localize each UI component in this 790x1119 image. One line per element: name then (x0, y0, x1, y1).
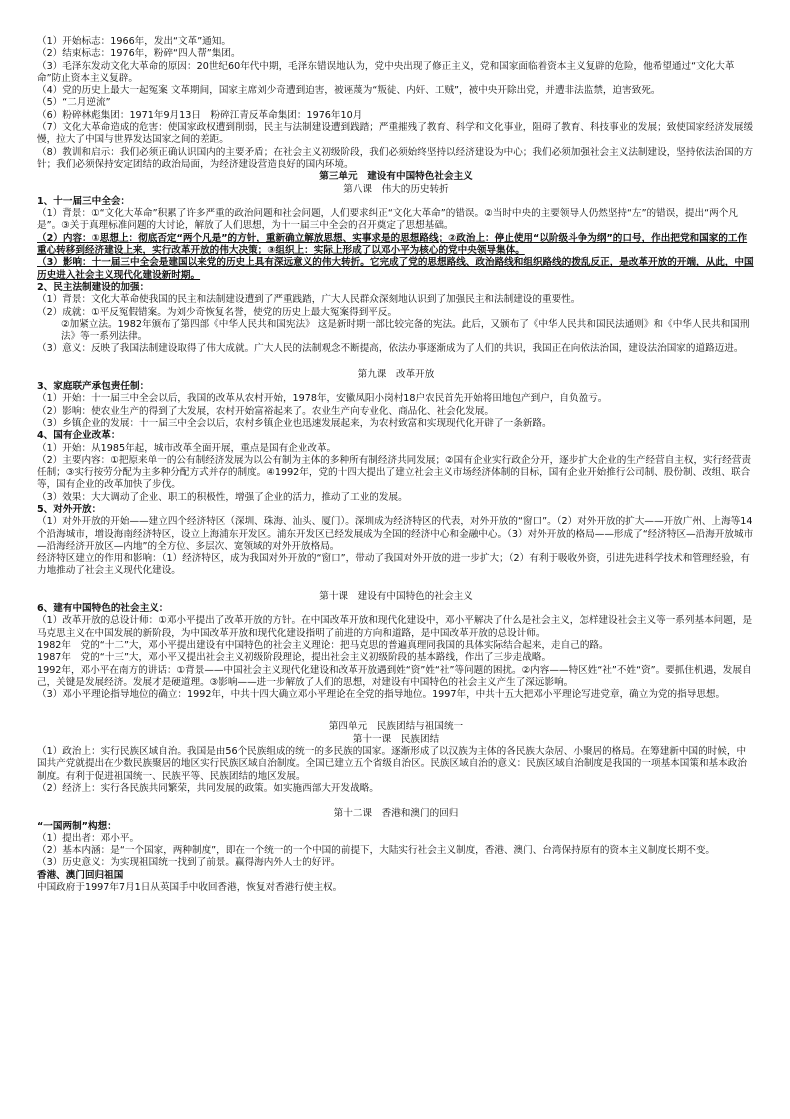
paragraph: （2）内容：①思想上：彻底否定“两个凡是”的方针，重新确立解放思想、实事求是的思想路线；②政治上：停止使用“以阶级斗争为纲”的口号，作出把党和国家的工作重心转移到经济建设上来，实行改革开放的伟大决策；③组织上：实际上形成了以邓小平为核心的党中央领导集体。 (37, 232, 748, 257)
section-heading: 3、家庭联产承包责任制： (37, 381, 150, 393)
paragraph: （1）改革开放的总设计师：①邓小平提出了改革开放的方针。在中国改革开放和现代化建设中，邓小平解决了什么是社会主义，怎样建设社会主义等一系列基本问题，是马克思主义在中国发展的新阶段，为中国改革开放和现代化建设指明了前进的方向和道路，是中国改革开放的总设计师。 (37, 615, 753, 639)
paragraph: （3）历史意义：为实现祖国统一找到了前景。赢得海内外人士的好评。 (37, 857, 341, 869)
text-line: （3）毛泽东发动文化大革命的原因：20世纪60年代中期，毛泽东错误地认为，党中央出现了修正主义，党和国家面临着资本主义复辟的危险，他希望通过“文化大革命”防止资本主义复辟。 (37, 60, 735, 84)
section-heading: “一国两制”构想： (37, 820, 117, 832)
paragraph: （1）开始：从1985年起，城市改革全面开展，重点是国有企业改革。 (37, 442, 337, 454)
paragraph: 1982年 党的“十二”大，邓小平提出建设有中国特色的社会主义理论：把马克思的普遍真理同我国的具体实际结合起来，走自己的路。 (37, 639, 609, 651)
paragraph: （2）经济上：实行各民族共同繁荣，共同发展的政策。如实施西部大开发战略。 (37, 782, 379, 794)
text-line: （4）党的历史上最大一起冤案 文革期间，国家主席刘少奇遭到迫害，被诬蔑为“叛徒、内奸、工贼”，被中央开除出党，并遭非法监禁，迫害致死。 (37, 85, 661, 97)
paragraph: （3）意义：反映了我国法制建设取得了伟大成就。广大人民的法制观念不断提高，依法办事逐渐成为了人们的共识，我国正在向依法治国，建设法治国家的道路迈进。 (37, 343, 744, 355)
paragraph: （1）提出者：邓小平。 (37, 832, 140, 844)
text-line: （2）结束标志：1976年，粉碎“四人帮”集团。 (37, 48, 241, 60)
lesson-title: 第八课 伟大的历史转折 (343, 183, 449, 195)
section-heading: 1、十一届三中全会： (37, 195, 131, 207)
text-line: （8）教训和启示：我们必须正确认识国内的主要矛盾；在社会主义初级阶段，我们必须始终坚持以经济建设为中心；我们必须加强社会主义法制建设，坚持依法治国的方针；我们必须保持安定团结的政治局面，为经济建设营造良好的国内环境。 (37, 146, 754, 170)
lesson-title: 第十课 建设有中国特色的社会主义 (319, 590, 473, 602)
section-heading: 2、民主法制建设的加强： (37, 281, 150, 293)
paragraph: （3）影响：十一届三中全会是建国以来党的历史上具有深远意义的伟大转折。它完成了党的思想路线、政治路线和组织路线的拨乱反正，是改革开放的开端，从此，中国历史进入社会主义现代化建设新时期。 (37, 257, 754, 281)
paragraph: （1）对外开放的开始——建立四个经济特区（深圳、珠海、汕头、厦门）。深圳成为经济特区的代表，对外开放的“窗口”。（2）对外开放的扩大——开放广州、上海等14个沿海城市，增设海南经济特区，设立上海浦东开发区。浦东开发区已经发展成为全国的经济中心和金融中心。（3）对外开放的格局——形成了“经济特区—沿海开放城市—沿海经济开放区—内地”的全方位、多层次、宽领域的对外开放格局。 (37, 516, 754, 552)
paragraph: 1992年，邓小平在南方的讲话：①背景——中国社会主义现代化建设和改革开放遇到姓“资”姓“社”等问题的困扰。②内容——特区姓“社”不姓“资”。要抓住机遇，发展自己，关键是发展经济。发展才是硬道理。③影响——进一步解放了人们的思想，对建设有中国特色的社会主义产生了深远影响。 (37, 664, 752, 688)
paragraph: （2）主要内容：①把原来单一的公有制经济发展为以公有制为主体的多种所有制经济共同发展；②国有企业实行政企分开，逐步扩大企业的生产经营自主权，实行经营责任制；③实行按劳分配为主多种分配方式并存的制度。④1992年，党的十四大提出了建立社会主义市场经济体制的目标，国有企业开始推行公司制、股份制、改组、联合等，国有企业的改革加快了步伐。 (37, 454, 752, 491)
text-line: （6）粉碎林彪集团：1971年9月13日 粉碎江青反革命集团：1976年10月 (37, 109, 363, 121)
text-line: （7）文化大革命造成的危害：使国家政权遭到削弱，民主与法制建设遭到践踏；严重摧残了教育、科学和文化事业，阻碍了教育、科技事业的发展；致使国家经济发展缓慢，拉大了中国与世界发达国家之间的差距。 (37, 122, 754, 146)
paragraph: （1）开始：十一届三中全会以后，我国的改革从农村开始，1978年，安徽凤阳小岗村18户农民首先开始将田地包产到户，自负盈亏。 (37, 393, 608, 405)
paragraph: （3）效果：大大调动了企业、职工的积极性，增强了企业的活力，推动了工业的发展。 (37, 491, 408, 503)
paragraph: 中国政府于1997年7月1日从英国手中收回香港，恢复对香港行使主权。 (37, 882, 343, 893)
paragraph: （2）影响：使农业生产的得到了大发展，农村开始富裕起来了。农业生产向专业化、商品化、社会化发展。 (37, 405, 495, 417)
text-line: （5）“二月逆流” (37, 97, 111, 109)
paragraph: ②加紧立法。1982年颁布了第四部《中华人民共和国宪法》 这是新时期一部比较完备的宪法。此后，又颁布了《中华人民共和国民法通则》和《中华人民共和国刑法》等一系列法律。 (61, 318, 750, 343)
lesson-title: 第九课 改革开放 (357, 368, 435, 380)
section-heading: 香港、澳门回归祖国 (37, 869, 124, 881)
paragraph: （3）乡镇企业的发展：十一届三中全会以后，农村乡镇企业也迅速发展起来，为农村致富和实现现代化开辟了一条新路。 (37, 417, 552, 429)
paragraph: 经济特区建立的作用和影响：（1）经济特区，成为我国对外开放的“窗口”，带动了我国对外开放的进一步扩大；（2）有利于吸收外资，引进先进科学技术和管理经验，有力地推动了社会主义现代化建设。 (37, 553, 750, 577)
section-heading: 4、国有企业改革： (37, 430, 121, 442)
paragraph: （3）邓小平理论指导地位的确立：1992年，中共十四大确立邓小平理论在全党的指导地位。1997年，中共十五大把邓小平理论写进党章，确立为党的指导思想。 (37, 689, 726, 701)
section-heading: 5、对外开放： (37, 503, 102, 515)
paragraph: （2）成就：①平反冤假错案。为刘少奇恢复名誉，使党的历史上最大冤案得到平反。 (37, 306, 398, 318)
lesson-title: 第十一课 民族团结 (352, 733, 440, 745)
text-line: （1）开始标志：1966年，发出“文革”通知。 (37, 36, 231, 47)
section-heading: 6、建有中国特色的社会主义： (37, 603, 169, 615)
paragraph: （1）背景：①“文化大革命”积累了许多严重的政治问题和社会问题，人们要求纠正“文化大革命”的错误。②当时中央的主要领导人仍然坚持“左”的错误，提出“两个凡是”。③关于真理标准问题的大讨论，解放了人们思想，为十一届三中全会的召开奠定了思想基础。 (37, 208, 738, 232)
paragraph: （2）基本内涵：是“一个国家，两种制度”，即在一个统一的一个中国的前提下，大陆实行社会主义制度，香港、澳门、台湾保持原有的资本主义制度长期不变。 (37, 845, 716, 857)
paragraph: （1）背景：文化大革命使我国的民主和法制建设遭到了严重践踏，广大人民群众深刻地认识到了加强民主和法制建设的重要性。 (37, 294, 581, 306)
lesson-title: 第十二课 香港和澳门的回归 (333, 808, 459, 820)
unit-title: 第三单元 建设有中国特色社会主义 (319, 171, 473, 183)
unit-title: 第四单元 民族团结与祖国统一 (328, 721, 464, 733)
paragraph: 1987年 党的“十三”大，邓小平又提出社会主义初级阶段理论，提出社会主义初级阶段的基本路线，作出了三步走战略。 (37, 652, 552, 664)
paragraph: （1）政治上：实行民族区域自治。我国是由56个民族组成的统一的多民族的国家。逐渐形成了以汉族为主体的各民族大杂居、小聚居的格局。在筹建新中国的时候，中国共产党就提出在少数民族聚居的地区实行民族区域自治制度。全国已建立五个省级自治区。民族区域自治的意义：民族区域自治制度是我国的一项基本国策和基本政治制度。有利于促进祖国统一、民族平等、民族团结的地区发展。 (37, 746, 747, 782)
document-page (37, 36, 755, 894)
